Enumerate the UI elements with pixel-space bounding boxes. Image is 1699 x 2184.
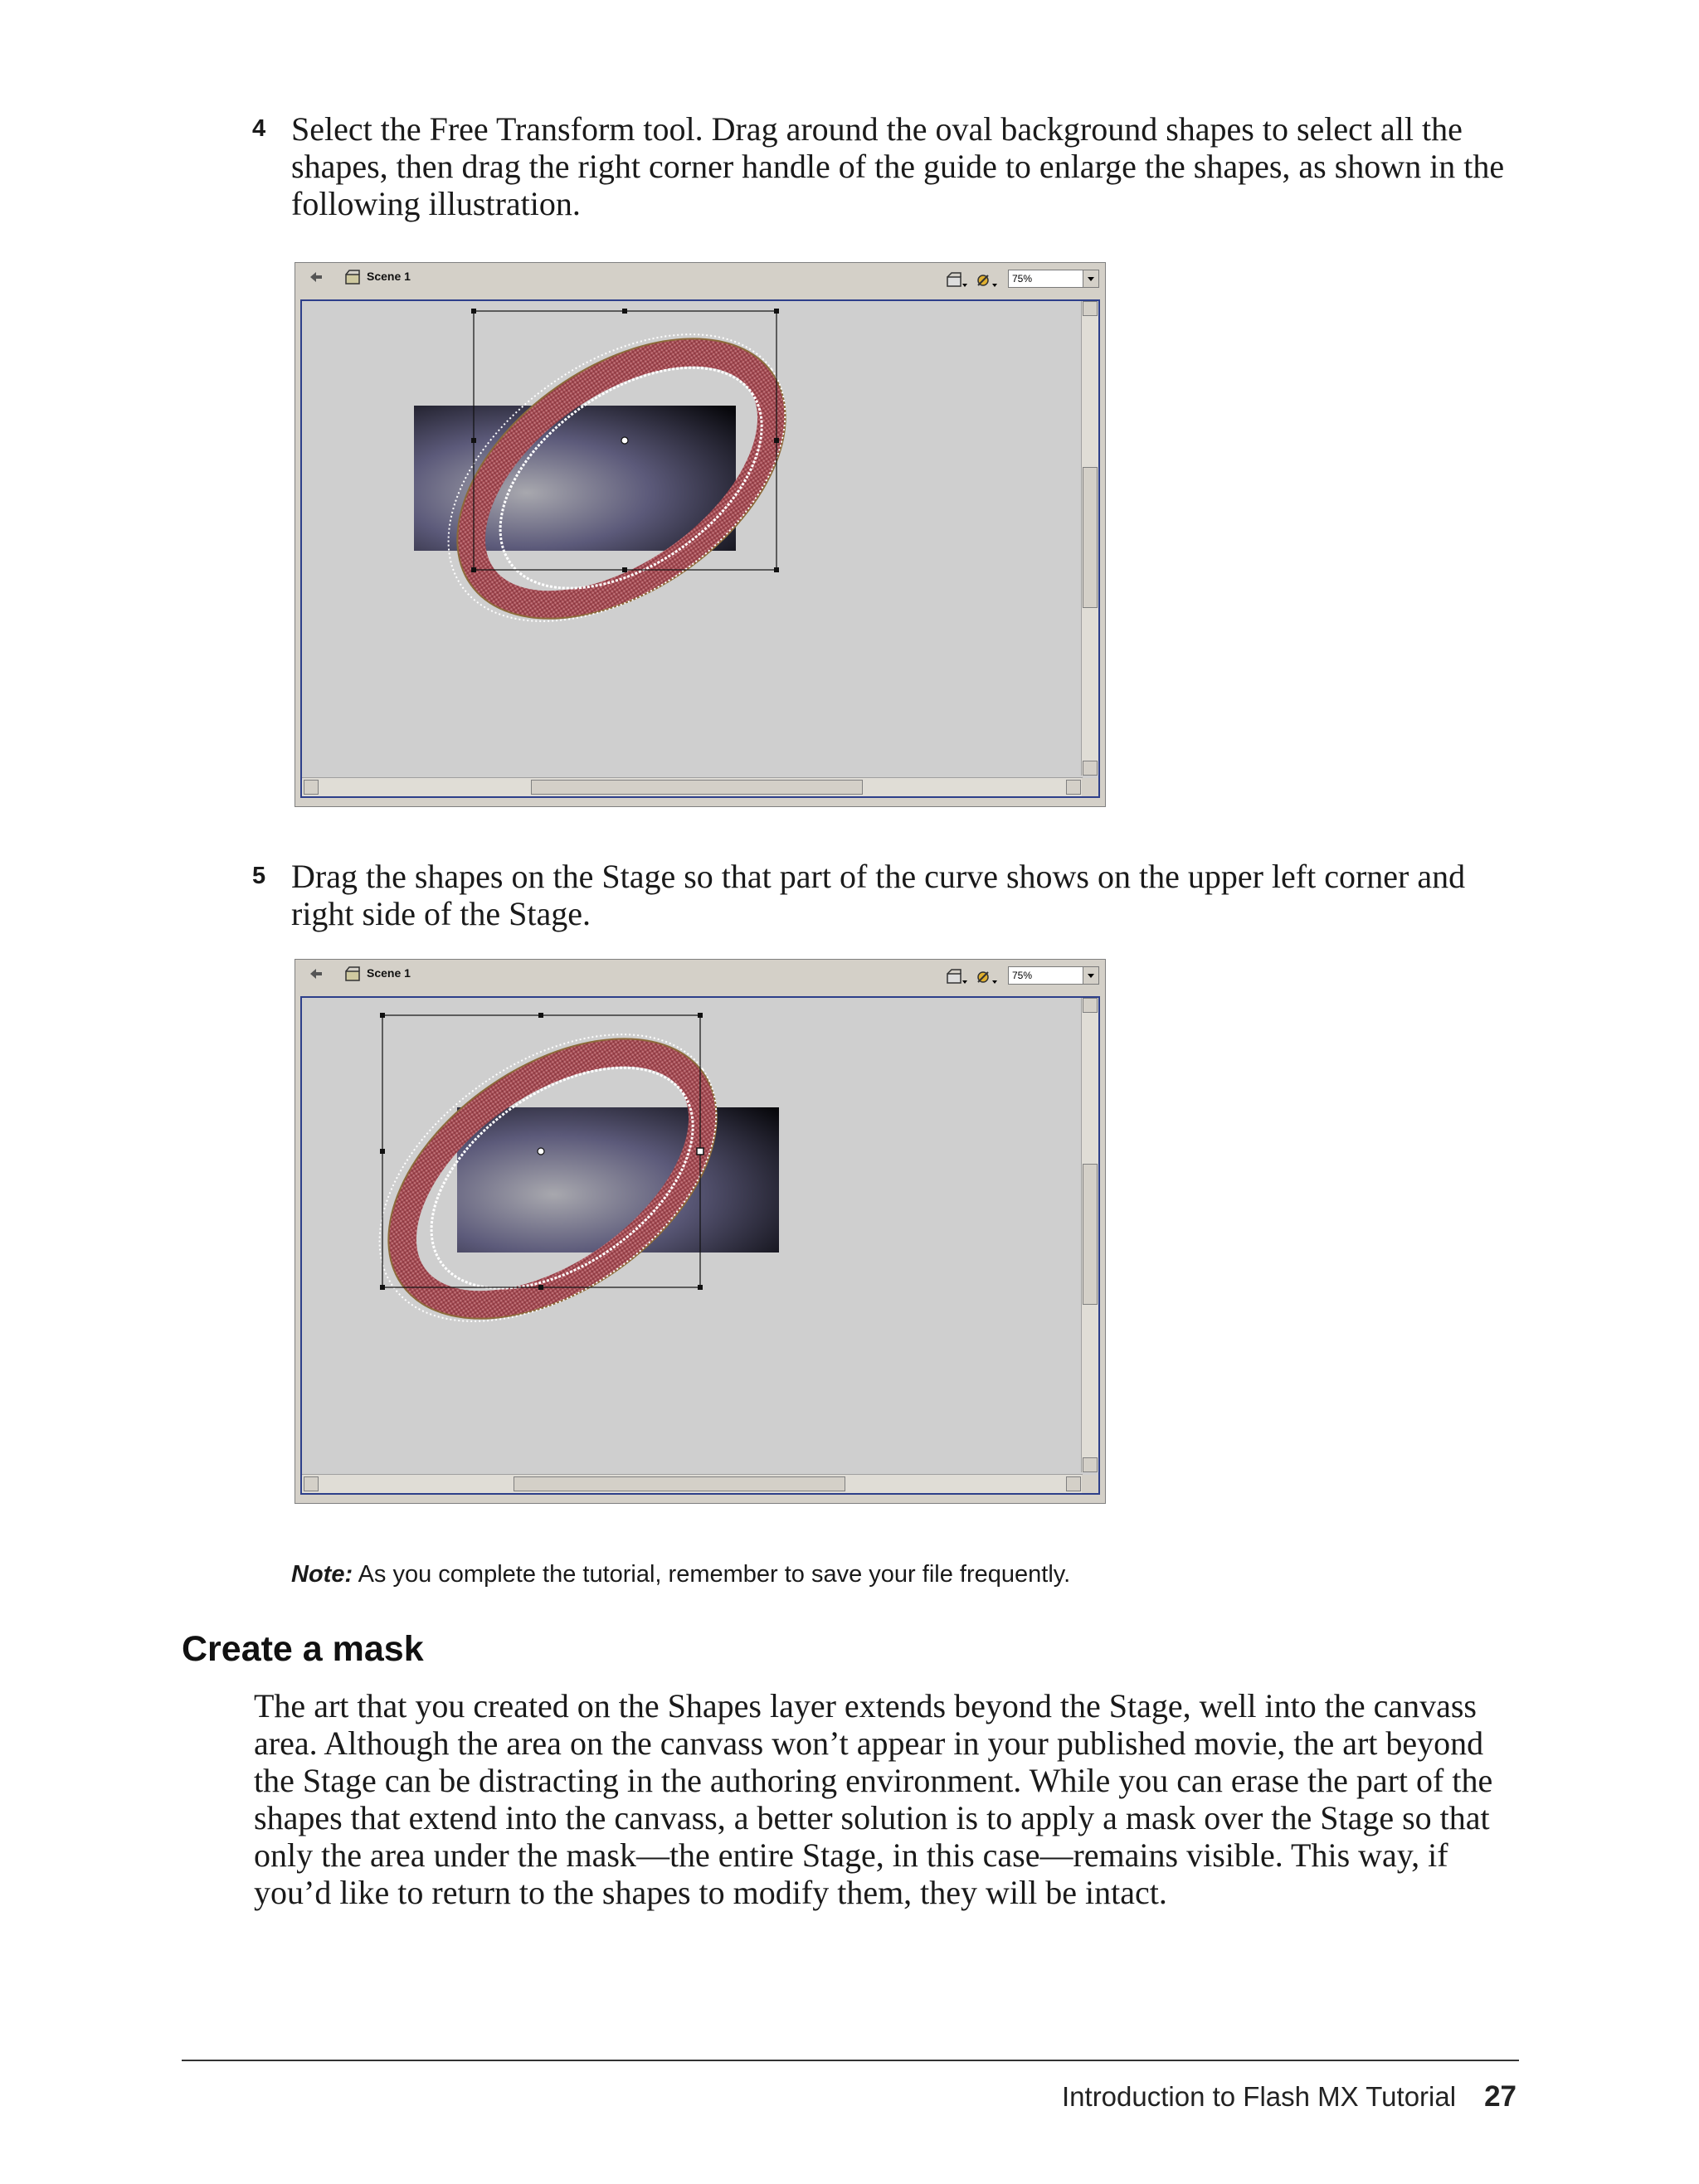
stage-artwork	[302, 998, 1098, 1493]
transform-center-point[interactable]	[621, 437, 628, 444]
horizontal-scroll-thumb[interactable]	[514, 1476, 845, 1491]
footer-rule	[182, 2060, 1519, 2061]
scroll-down-button[interactable]	[1083, 1457, 1098, 1472]
zoom-value: 75%	[1012, 273, 1033, 285]
flash-screenshot-enlarge	[295, 262, 1106, 807]
step-text: Drag the shapes on the Stage so that part of the curve shows on the upper left corner and right side of the Stage.	[291, 858, 1466, 932]
vertical-scrollbar[interactable]	[1081, 301, 1098, 776]
page-number: 27	[1484, 2080, 1516, 2113]
horizontal-scrollbar[interactable]	[302, 777, 1083, 796]
edit-symbols-icon[interactable]	[945, 270, 968, 289]
scene-icon	[343, 965, 362, 983]
vertical-scroll-thumb[interactable]	[1083, 1164, 1098, 1305]
horizontal-scroll-thumb[interactable]	[531, 780, 863, 795]
edit-components-icon[interactable]	[975, 966, 998, 986]
stage-rectangle	[457, 1107, 779, 1253]
stage-artwork	[302, 301, 1098, 796]
stage-canvas[interactable]	[300, 996, 1100, 1495]
step-number: 5	[252, 863, 266, 889]
zoom-select[interactable]	[1008, 966, 1099, 985]
scene-label: Scene 1	[367, 966, 411, 980]
page-footer	[913, 2080, 1516, 2113]
chevron-down-icon[interactable]	[1083, 270, 1098, 287]
scroll-up-button[interactable]	[1083, 998, 1098, 1013]
scroll-left-button[interactable]	[304, 780, 319, 795]
edit-symbols-icon[interactable]	[945, 966, 968, 986]
flash-screenshot-drag	[295, 959, 1106, 1504]
back-arrow-icon[interactable]	[307, 965, 325, 983]
transform-center-point[interactable]	[538, 1148, 544, 1155]
note-label: Note:	[291, 1561, 353, 1588]
step-5	[254, 858, 1531, 932]
scroll-right-button[interactable]	[1066, 780, 1081, 795]
scroll-up-button[interactable]	[1083, 301, 1098, 316]
edit-components-icon[interactable]	[975, 270, 998, 289]
footer-title: Introduction to Flash MX Tutorial	[1062, 2081, 1457, 2112]
stage-canvas[interactable]	[300, 299, 1100, 798]
scene-icon	[343, 268, 362, 286]
step-4	[254, 110, 1531, 222]
zoom-value: 75%	[1012, 970, 1033, 981]
scene-label: Scene 1	[367, 270, 411, 283]
note	[291, 1561, 1070, 1588]
step-text: Select the Free Transform tool. Drag around the oval background shapes to select all the shapes, then drag the right corner handle of the guide to enlarge the shapes, as shown in the following illustration.	[291, 110, 1505, 222]
section-heading: Create a mask	[182, 1629, 424, 1669]
scroll-down-button[interactable]	[1083, 761, 1098, 776]
vertical-scrollbar[interactable]	[1081, 998, 1098, 1472]
vertical-scroll-thumb[interactable]	[1083, 467, 1098, 608]
resize-grip[interactable]	[1082, 778, 1098, 796]
scroll-right-button[interactable]	[1066, 1476, 1081, 1491]
back-arrow-icon[interactable]	[307, 268, 325, 286]
zoom-select[interactable]	[1008, 270, 1099, 288]
horizontal-scrollbar[interactable]	[302, 1474, 1083, 1493]
chevron-down-icon[interactable]	[1083, 967, 1098, 984]
timeline-toolbar	[295, 263, 1105, 296]
step-number: 4	[252, 115, 266, 142]
section-body: The art that you created on the Shapes layer extends beyond the Stage, well into the canvass area. Although the area on the canvass won’t appear in your published movie, the art beyond the Stage can be distracting in the authoring environment. While you can erase the part of the shapes that extend into the canvass, a better solution is to apply a mask over the Stage so that only the area under the mask—the entire Stage, in this case—remains visible. This way, if you’d like to return to the shapes to modify them, they will be intact.	[254, 1687, 1493, 1911]
note-text: As you complete the tutorial, remember to save your file frequently.	[358, 1561, 1071, 1588]
resize-grip[interactable]	[1082, 1475, 1098, 1493]
scroll-left-button[interactable]	[304, 1476, 319, 1491]
timeline-toolbar	[295, 960, 1105, 993]
